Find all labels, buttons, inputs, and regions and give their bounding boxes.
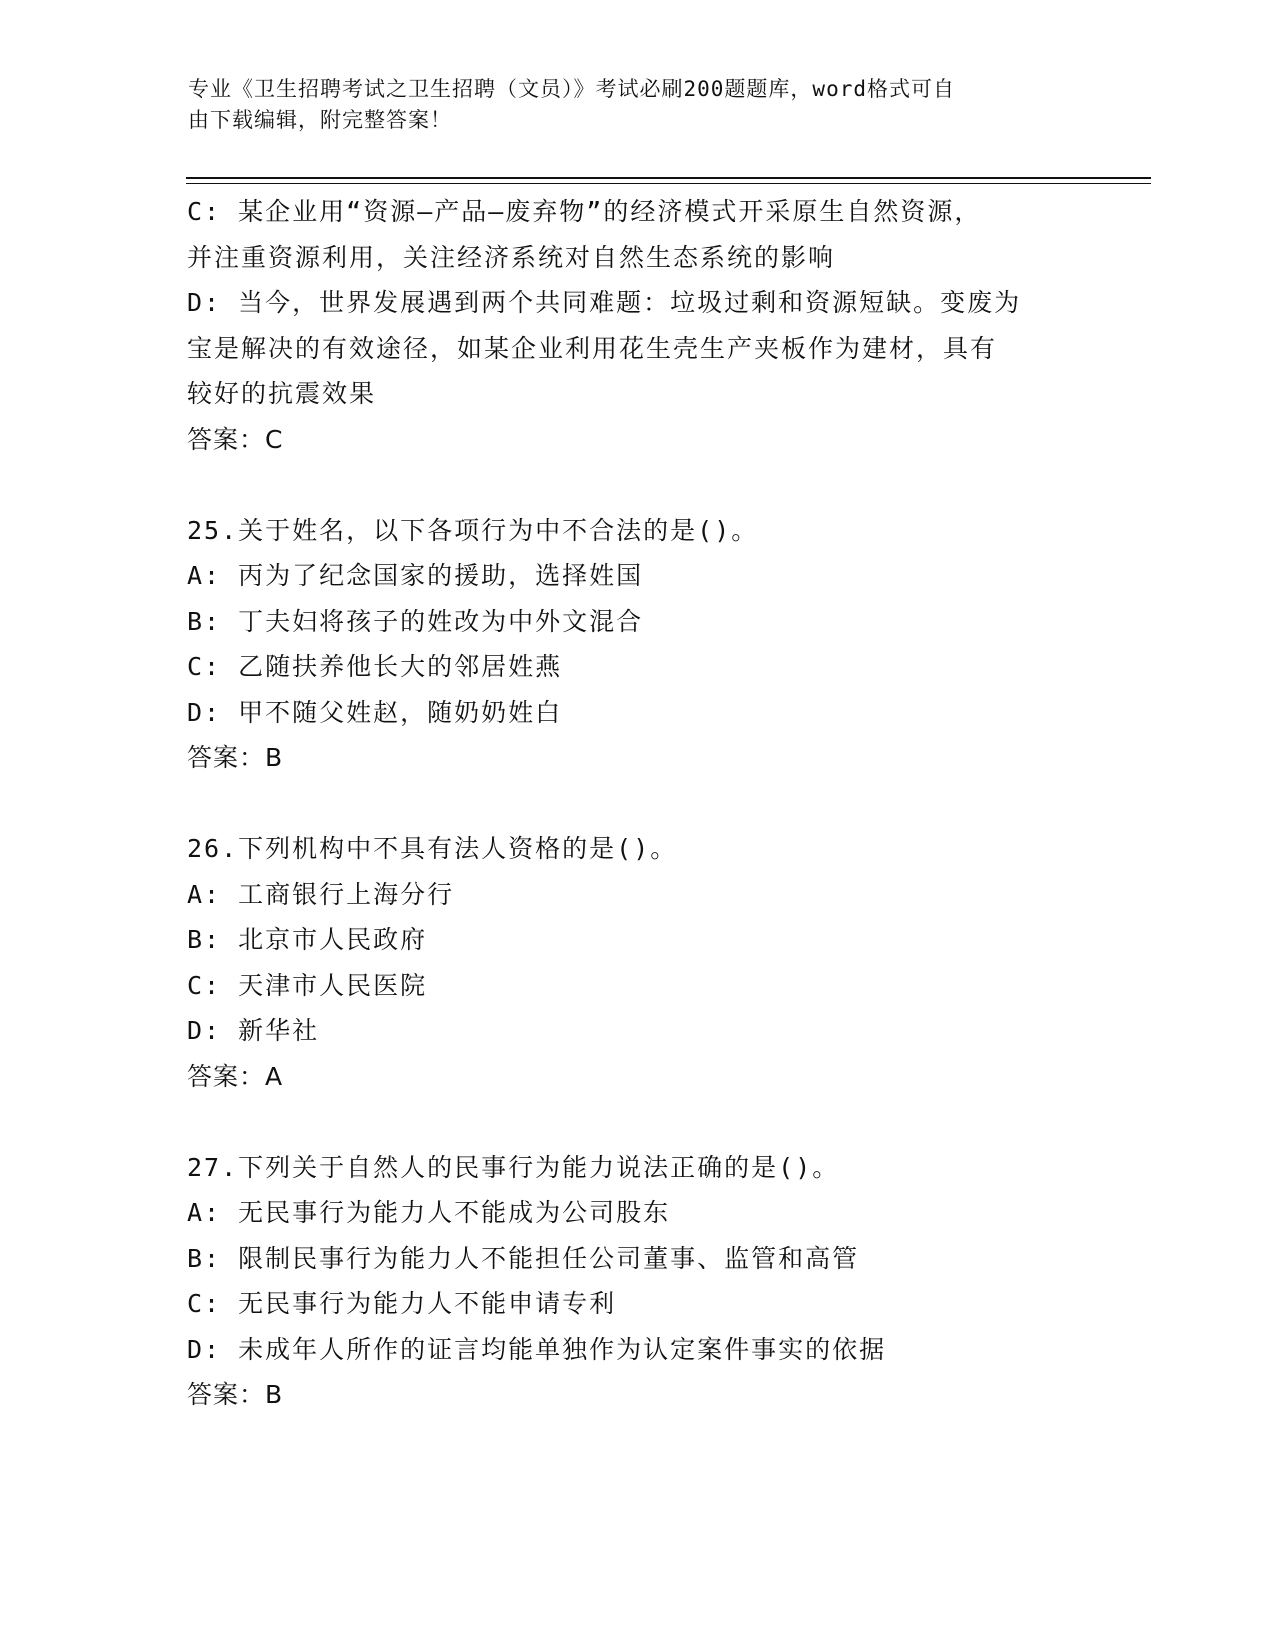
answer-line: 答案：B <box>187 1380 284 1409</box>
question-stem: 26.下列机构中不具有法人资格的是()。 <box>187 834 678 863</box>
option-d-line-1: D: 当今，世界发展遇到两个共同难题：垃圾过剩和资源短缺。变废为 <box>187 288 1022 317</box>
option-d-line-3: 较好的抗震效果 <box>187 379 377 408</box>
document-header <box>188 74 1068 136</box>
question-24-continued <box>187 189 1087 462</box>
option-a: A: 工商银行上海分行 <box>187 879 455 909</box>
option-a: A: 无民事行为能力人不能成为公司股东 <box>187 1198 671 1227</box>
answer-line: 答案：C <box>187 424 284 454</box>
option-a: A: 丙为了纪念国家的援助，选择姓国 <box>187 561 644 590</box>
answer-line: 答案：A <box>187 1061 284 1091</box>
spacer <box>187 1099 1087 1145</box>
question-25 <box>187 508 1087 781</box>
document-body <box>187 189 1087 1418</box>
option-c-line-1: C: 某企业用“资源—产品—废弃物”的经济模式开采原生自然资源， <box>187 197 982 226</box>
option-b: B: 丁夫妇将孩子的姓改为中外文混合 <box>187 606 644 636</box>
answer-line: 答案：B <box>187 743 284 772</box>
header-line-2: 由下载编辑，附完整答案！ <box>188 108 452 132</box>
option-c: C: 无民事行为能力人不能申请专利 <box>187 1289 617 1318</box>
question-27 <box>187 1145 1087 1418</box>
option-c-line-2: 并注重资源利用，关注经济系统对自然生态系统的影响 <box>187 242 836 272</box>
question-26 <box>187 826 1087 1099</box>
question-stem: 25.关于姓名，以下各项行为中不合法的是()。 <box>187 515 759 545</box>
option-c: C: 天津市人民医院 <box>187 970 428 1000</box>
header-line-1: 专业《卫生招聘考试之卫生招聘（文员）》考试必刷200题题库，word格式可自 <box>188 77 955 101</box>
option-d: D: 未成年人所作的证言均能单独作为认定案件事实的依据 <box>187 1334 887 1364</box>
question-stem: 27.下列关于自然人的民事行为能力说法正确的是()。 <box>187 1152 840 1182</box>
header-divider-thick <box>186 177 1151 179</box>
option-d: D: 甲不随父姓赵，随奶奶姓白 <box>187 697 563 727</box>
option-d-line-2: 宝是解决的有效途径，如某企业利用花生壳生产夹板作为建材，具有 <box>187 333 998 363</box>
header-divider-thin <box>186 183 1151 184</box>
spacer <box>187 462 1087 508</box>
option-b: B: 限制民事行为能力人不能担任公司董事、监管和高管 <box>187 1243 860 1273</box>
option-d: D: 新华社 <box>187 1016 320 1045</box>
option-b: B: 北京市人民政府 <box>187 925 428 954</box>
option-c: C: 乙随扶养他长大的邻居姓燕 <box>187 652 563 681</box>
spacer <box>187 781 1087 827</box>
